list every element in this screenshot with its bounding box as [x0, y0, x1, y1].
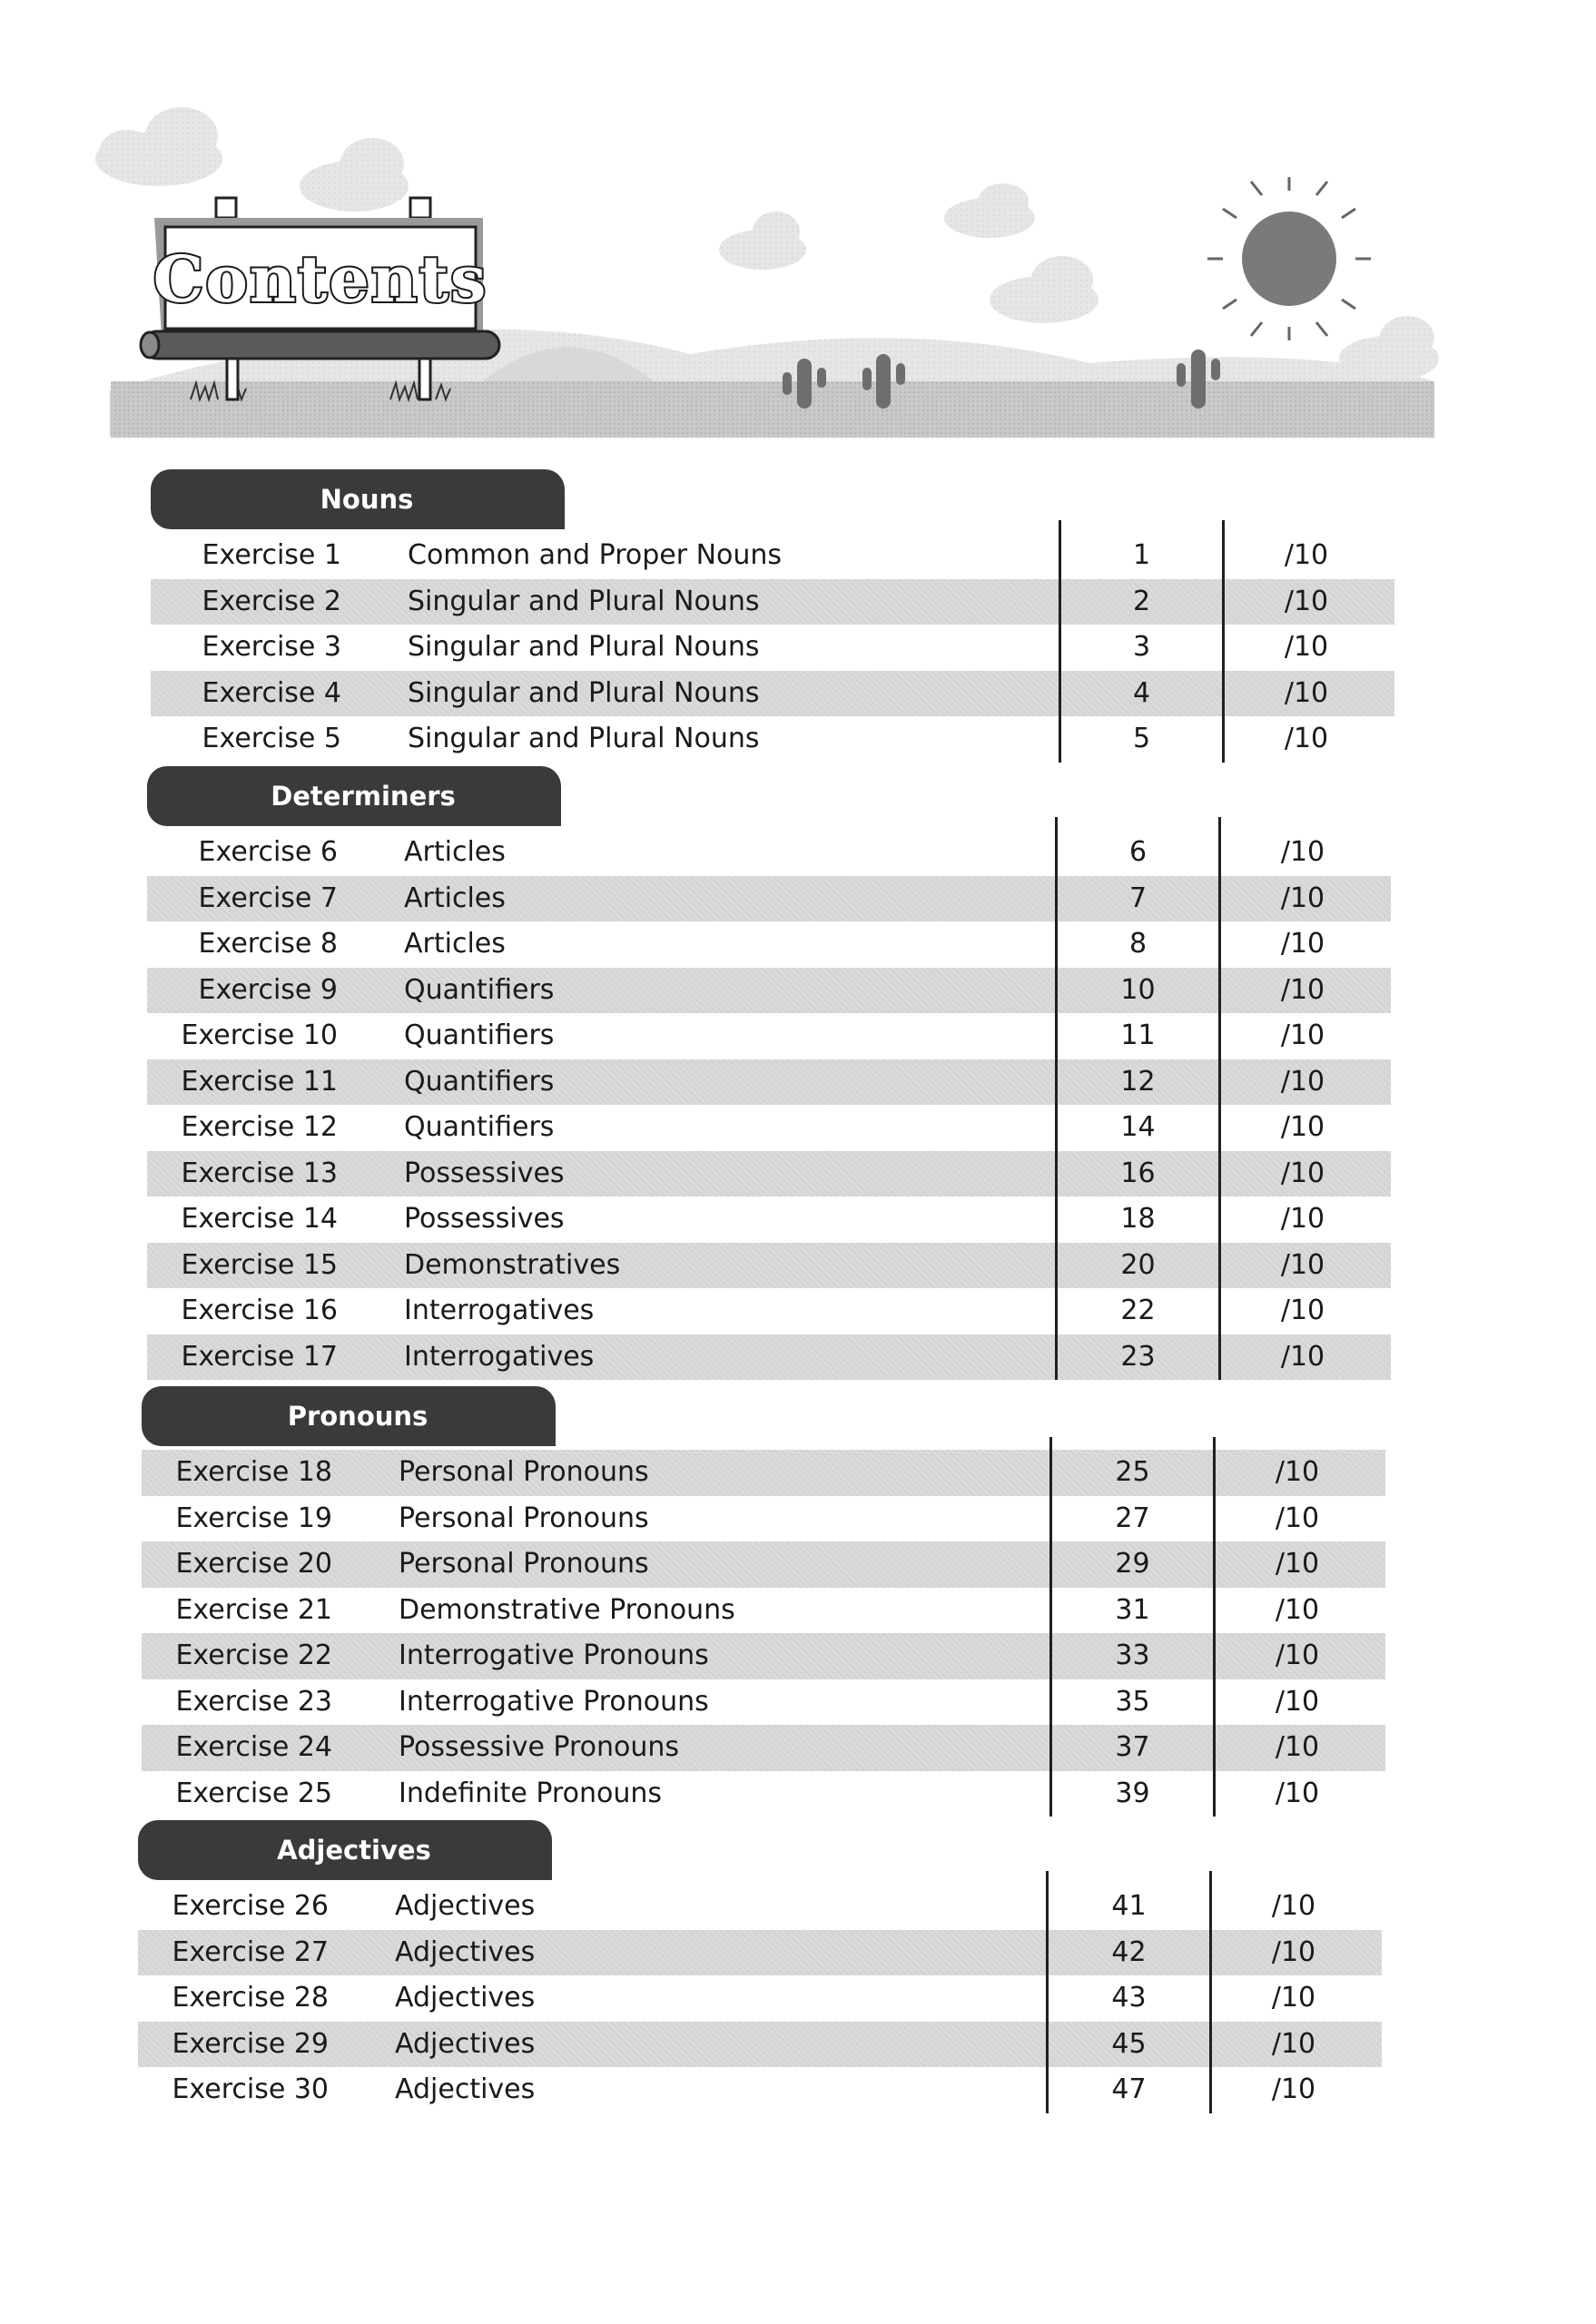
page-number: 39: [1115, 1777, 1150, 1809]
topic-label: Possessive Pronouns: [399, 1731, 680, 1763]
section-pronouns: [142, 1386, 1413, 1817]
section-rows: [138, 1884, 1409, 2113]
column-divider: [1209, 1871, 1212, 2113]
exercise-label: Exercise 30: [172, 2073, 329, 2105]
page-number: 33: [1115, 1640, 1150, 1671]
score-blank: /10: [1280, 1203, 1325, 1235]
section-header: Adjectives: [138, 1820, 552, 1880]
column-divider: [1055, 817, 1058, 1380]
toc-row[interactable]: [147, 1288, 1391, 1334]
toc-row[interactable]: [142, 1725, 1385, 1771]
exercise-label: Exercise 3: [202, 631, 341, 663]
exercise-label: Exercise 19: [175, 1502, 332, 1534]
column-divider: [1059, 520, 1061, 763]
cloud-icon: [944, 183, 1035, 238]
page-number: 2: [1132, 585, 1151, 617]
toc-row[interactable]: [138, 1884, 1382, 1930]
score-blank: /10: [1280, 881, 1325, 914]
topic-label: Possessives: [404, 1157, 565, 1189]
topic-label: Common and Proper Nouns: [408, 539, 783, 571]
page-number: 6: [1128, 836, 1148, 868]
topic-label: Personal Pronouns: [399, 1548, 649, 1580]
exercise-label: Exercise 20: [175, 1548, 332, 1580]
topic-label: Quantifiers: [404, 1065, 555, 1098]
column-divider: [1049, 1437, 1052, 1817]
page-number: 23: [1120, 1340, 1156, 1373]
exercise-label: Exercise 24: [175, 1731, 332, 1763]
score-blank: /10: [1275, 1502, 1320, 1534]
topic-label: Indefinite Pronouns: [399, 1777, 662, 1809]
score-blank: /10: [1280, 836, 1325, 868]
topic-label: Quantifiers: [404, 1111, 555, 1143]
score-blank: /10: [1284, 585, 1329, 617]
exercise-label: Exercise 26: [172, 1890, 329, 1922]
score-blank: /10: [1271, 1935, 1316, 1968]
exercise-label: Exercise 11: [181, 1065, 338, 1098]
topic-label: Interrogatives: [404, 1295, 595, 1326]
topic-label: Singular and Plural Nouns: [408, 676, 760, 709]
cloud-icon: [95, 107, 222, 186]
topic-label: Adjectives: [395, 1982, 536, 2014]
section-rows: [142, 1450, 1413, 1817]
section-adjectives: [138, 1820, 1409, 2113]
toc-row[interactable]: [142, 1771, 1385, 1817]
score-blank: /10: [1275, 1593, 1320, 1626]
column-divider: [1213, 1437, 1216, 1817]
page-number: 1: [1132, 539, 1151, 571]
page-number: 7: [1128, 881, 1148, 914]
column-divider: [1218, 817, 1221, 1380]
section-header: Pronouns: [142, 1386, 556, 1446]
exercise-label: Exercise 13: [181, 1157, 338, 1189]
page-number: 41: [1111, 1890, 1147, 1922]
score-blank: /10: [1275, 1731, 1320, 1763]
cloud-icon: [719, 212, 806, 270]
exercise-label: Exercise 1: [202, 539, 341, 571]
exercise-label: Exercise 2: [202, 585, 341, 617]
page-number: 20: [1120, 1248, 1156, 1281]
topic-label: Singular and Plural Nouns: [408, 723, 760, 754]
toc-row[interactable]: [147, 1334, 1391, 1381]
topic-label: Singular and Plural Nouns: [408, 585, 760, 617]
exercise-label: Exercise 14: [181, 1203, 338, 1235]
section-header: Nouns: [151, 469, 565, 529]
page-number: 18: [1120, 1203, 1156, 1235]
topic-label: Articles: [404, 881, 506, 914]
page-number: 8: [1128, 928, 1148, 960]
toc-row[interactable]: [147, 876, 1391, 922]
page-number: 25: [1115, 1456, 1150, 1488]
exercise-label: Exercise 9: [198, 973, 338, 1006]
score-blank: /10: [1275, 1548, 1320, 1580]
exercise-label: Exercise 18: [175, 1456, 332, 1488]
page-number: 16: [1120, 1157, 1156, 1189]
score-blank: /10: [1284, 723, 1329, 754]
toc-row[interactable]: [147, 1151, 1391, 1197]
toc-row[interactable]: [142, 1633, 1385, 1679]
exercise-label: Exercise 8: [198, 928, 338, 960]
exercise-label: Exercise 28: [172, 1982, 329, 2014]
toc-row[interactable]: [142, 1679, 1385, 1726]
exercise-label: Exercise 15: [181, 1248, 338, 1281]
page-number: 5: [1132, 723, 1151, 754]
section-header: Determiners: [147, 766, 561, 826]
exercise-label: Exercise 6: [198, 836, 338, 868]
score-blank: /10: [1284, 539, 1329, 571]
toc-row[interactable]: [142, 1541, 1385, 1588]
page-number: 22: [1120, 1295, 1156, 1326]
toc-row[interactable]: [142, 1588, 1385, 1634]
exercise-label: Exercise 25: [175, 1777, 332, 1809]
score-blank: /10: [1275, 1685, 1320, 1718]
topic-label: Interrogative Pronouns: [399, 1685, 709, 1718]
topic-label: Possessives: [404, 1203, 565, 1235]
score-blank: /10: [1271, 1890, 1316, 1922]
toc-row[interactable]: [142, 1450, 1385, 1496]
score-blank: /10: [1280, 1157, 1325, 1189]
exercise-label: Exercise 23: [175, 1685, 332, 1718]
page-number: 10: [1120, 973, 1156, 1006]
score-blank: /10: [1280, 1019, 1325, 1051]
score-blank: /10: [1284, 631, 1329, 663]
score-blank: /10: [1275, 1456, 1320, 1488]
page-number: 45: [1111, 2027, 1147, 2060]
score-blank: /10: [1284, 676, 1329, 709]
topic-label: Quantifiers: [404, 1019, 555, 1051]
page-number: 12: [1120, 1065, 1156, 1098]
cloud-icon: [990, 256, 1098, 323]
toc-row[interactable]: [147, 1243, 1391, 1289]
score-blank: /10: [1280, 1248, 1325, 1281]
topic-label: Adjectives: [395, 1935, 536, 1968]
toc-row[interactable]: [147, 921, 1391, 968]
score-blank: /10: [1280, 973, 1325, 1006]
score-blank: /10: [1275, 1640, 1320, 1671]
topic-label: Articles: [404, 836, 506, 868]
toc-row[interactable]: [142, 1496, 1385, 1542]
score-blank: /10: [1280, 1111, 1325, 1143]
topic-label: Demonstrative Pronouns: [399, 1593, 735, 1626]
score-blank: /10: [1271, 2027, 1316, 2060]
score-blank: /10: [1280, 1340, 1325, 1373]
score-blank: /10: [1271, 2073, 1316, 2105]
column-divider: [1046, 1871, 1049, 2113]
topic-label: Adjectives: [395, 1890, 536, 1922]
section-determiners: [147, 766, 1418, 1380]
topic-label: Adjectives: [395, 2073, 536, 2105]
topic-label: Adjectives: [395, 2027, 536, 2060]
toc-row[interactable]: [151, 625, 1394, 671]
topic-label: Articles: [404, 928, 506, 960]
page-number: 43: [1111, 1982, 1147, 2014]
page-number: 31: [1115, 1593, 1150, 1626]
page-number: 42: [1111, 1935, 1147, 1968]
page-number: 3: [1132, 631, 1151, 663]
toc-row[interactable]: [151, 579, 1394, 625]
page-number: 29: [1115, 1548, 1150, 1580]
cloud-icon: [300, 138, 409, 212]
column-divider: [1222, 520, 1225, 763]
score-blank: /10: [1280, 1295, 1325, 1326]
page-number: 14: [1120, 1111, 1156, 1143]
toc-row[interactable]: [138, 2022, 1382, 2068]
contents-banner-illustration: [0, 0, 1596, 454]
exercise-label: Exercise 17: [181, 1340, 338, 1373]
page-number: 37: [1115, 1731, 1150, 1763]
toc-row[interactable]: [147, 1013, 1391, 1059]
page-number: 4: [1132, 676, 1151, 709]
score-blank: /10: [1275, 1777, 1320, 1809]
exercise-label: Exercise 16: [181, 1295, 338, 1326]
page-number: 27: [1115, 1502, 1150, 1534]
section-nouns: [151, 469, 1422, 763]
topic-label: Singular and Plural Nouns: [408, 631, 760, 663]
toc-row[interactable]: [147, 1105, 1391, 1151]
exercise-label: Exercise 12: [181, 1111, 338, 1143]
section-rows: [151, 533, 1422, 763]
exercise-label: Exercise 27: [172, 1935, 329, 1968]
topic-label: Interrogatives: [404, 1340, 595, 1373]
toc-row[interactable]: [138, 1930, 1382, 1976]
toc-row[interactable]: [138, 2067, 1382, 2113]
topic-label: Personal Pronouns: [399, 1502, 649, 1534]
topic-label: Personal Pronouns: [399, 1456, 649, 1488]
exercise-label: Exercise 29: [172, 2027, 329, 2060]
topic-label: Demonstratives: [404, 1248, 621, 1281]
toc-row[interactable]: [147, 968, 1391, 1014]
exercise-label: Exercise 10: [181, 1019, 338, 1051]
exercise-label: Exercise 21: [175, 1593, 332, 1626]
toc-row[interactable]: [147, 830, 1391, 876]
toc-row[interactable]: [151, 716, 1394, 763]
page-number: 35: [1115, 1685, 1150, 1718]
score-blank: /10: [1271, 1982, 1316, 2014]
exercise-label: Exercise 5: [202, 723, 341, 754]
page-title: Contents: [153, 241, 488, 317]
toc-row[interactable]: [138, 1975, 1382, 2022]
score-blank: /10: [1280, 928, 1325, 960]
exercise-label: Exercise 4: [202, 676, 341, 709]
topic-label: Interrogative Pronouns: [399, 1640, 709, 1671]
ground-strip: [111, 381, 1434, 438]
section-rows: [147, 830, 1418, 1380]
toc-row[interactable]: [147, 1196, 1391, 1243]
score-blank: /10: [1280, 1065, 1325, 1098]
page-number: 47: [1111, 2073, 1147, 2105]
exercise-label: Exercise 7: [198, 881, 338, 914]
topic-label: Quantifiers: [404, 973, 555, 1006]
toc-row[interactable]: [147, 1059, 1391, 1106]
toc-row[interactable]: [151, 533, 1394, 579]
exercise-label: Exercise 22: [175, 1640, 332, 1671]
toc-row[interactable]: [151, 671, 1394, 717]
page-number: 11: [1120, 1019, 1156, 1051]
sun-icon: [1207, 177, 1371, 340]
